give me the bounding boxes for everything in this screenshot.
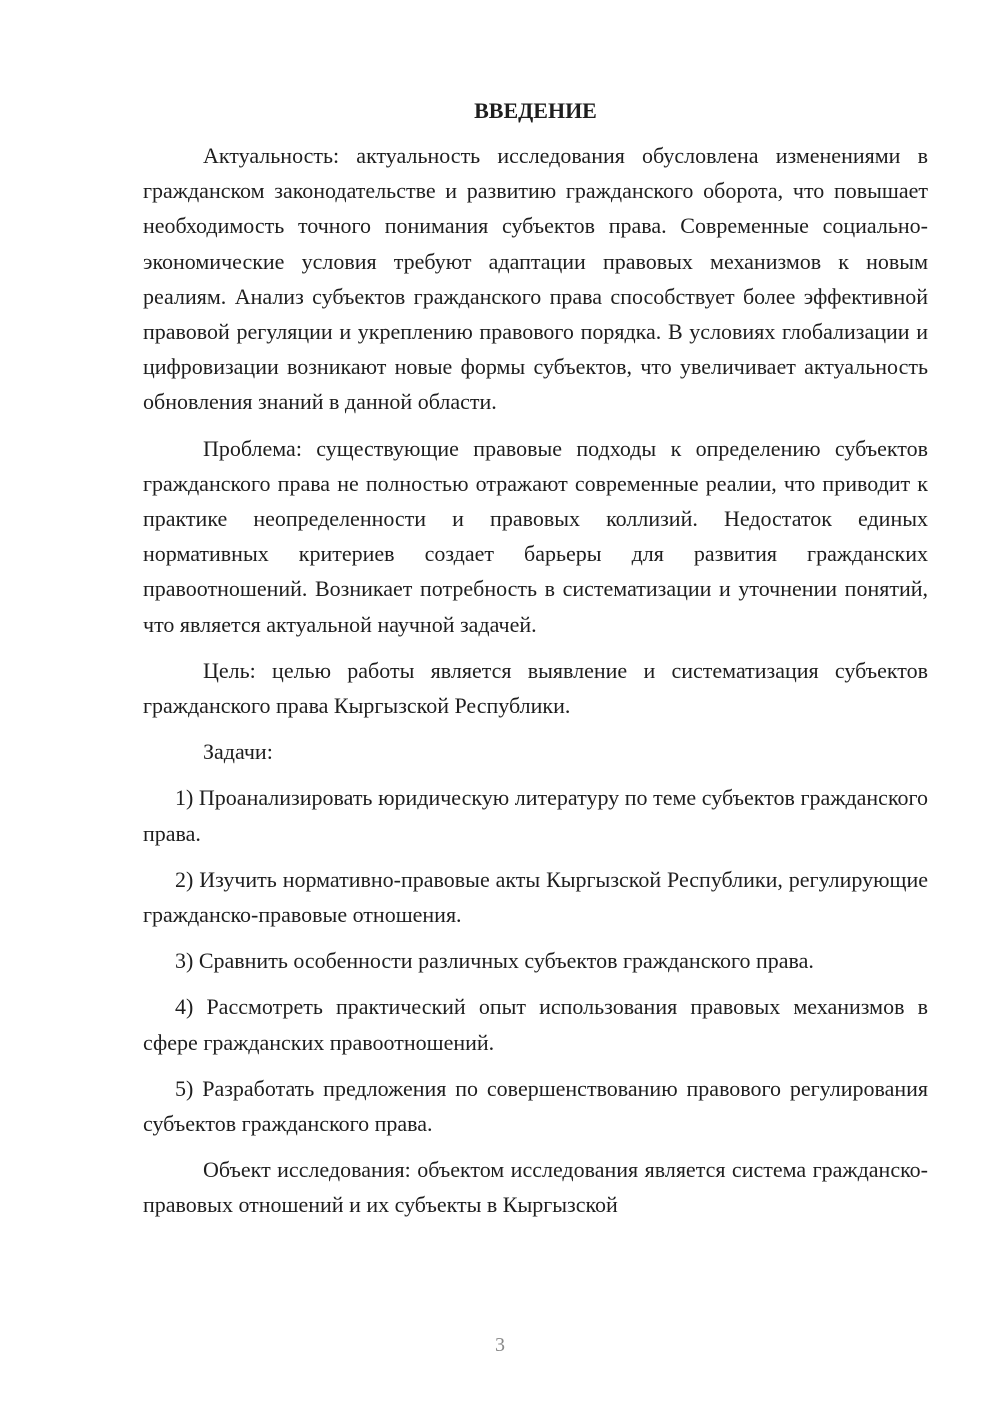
- section-heading: ВВЕДЕНИЕ: [474, 98, 597, 123]
- task-item-1: 1) Проанализировать юридическую литературу по теме субъектов гражданского права.: [143, 785, 928, 846]
- page-number: 3: [495, 1334, 505, 1356]
- document-page: [143, 96, 928, 1234]
- task-item-2: 2) Изучить нормативно-правовые акты Кыргызской Республики, регулирующие гражданско-правовые отношения.: [143, 866, 928, 928]
- paragraph-problem: Проблема: существующие правовые подходы к определению субъектов гражданского права не полностью отражают современные реалии, что приводит к практике неопределенности и правовых коллизий. Недостаток единых нормативных критериев создает барьеры для развития гражданских правоотношений. Возникает потребность в систематизации и уточнении понятий, что является актуальной научной задачей.: [143, 435, 928, 637]
- paragraph-object: Объект исследования: объектом исследования является система гражданско-правовых отношений и их субъекты в Кыргызской: [143, 1157, 928, 1218]
- paragraph-relevance: Актуальность: актуальность исследования обусловлена изменениями в гражданском законодательстве и развитию гражданского оборота, что повышает необходимость точного понимания субъектов права. Современные социально-экономические условия требуют адаптации правовых механизмов к новым реалиям. Анализ субъектов гражданского права способствует более эффективной правовой регуляции и укреплению правового порядка. В условиях глобализации и цифровизации возникают новые формы субъектов, что увеличивает актуальность обновления знаний в данной области.: [143, 143, 928, 415]
- tasks-label: Задачи:: [203, 739, 273, 765]
- task-item-5: 5) Разработать предложения по совершенствованию правового регулирования субъектов гражданского права.: [143, 1075, 928, 1137]
- paragraph-goal: Цель: целью работы является выявление и систематизация субъектов гражданского права Кыргызской Республики.: [143, 657, 928, 719]
- task-item-3: 3) Сравнить особенности различных субъектов гражданского права.: [175, 948, 814, 974]
- task-item-4: 4) Рассмотреть практический опыт использования правовых механизмов в сфере гражданских правоотношений.: [143, 994, 928, 1055]
